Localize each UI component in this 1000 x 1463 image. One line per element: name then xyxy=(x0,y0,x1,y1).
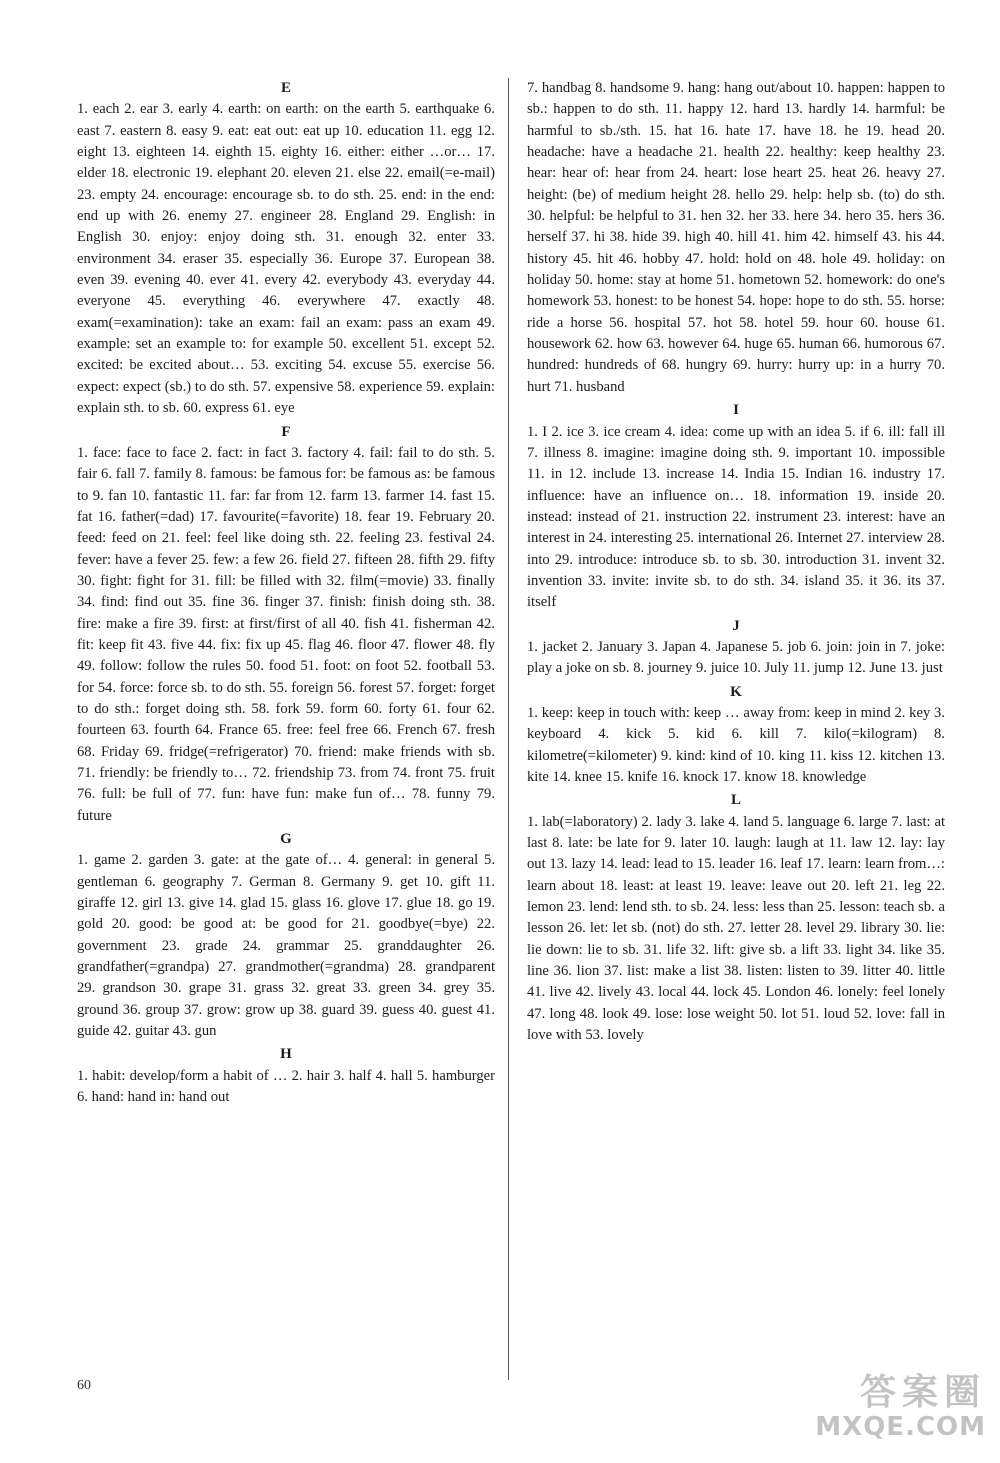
section-entries-f: 1. face: face to face 2. fact: in fact 3. factory 4. fail: fail to do sth. 5. fair 6. fall 7. family 8. famous: be famous for: be famous as: be famous to 9. fan 10. fantastic 11. far: far from 12. farm 13. farmer 14. fast 15. fat 16. father(=dad) 17. favourite(=favorite) 18. fear 19. February 20. feed: feed on 21. feel: feel like doing sth. 22. feeling 23. festival 24. fever: have a fever 25. few: a few 26. field 27. fifteen 28. fifth 29. fifty 30. fight: fight for 31. fill: be filled with 32. film(=movie) 33. finally 34. find: find out 35. fine 36. finger 37. finish: finish doing sth. 38. fire: make a fire 39. first: at first/first of all 40. fish 41. fisherman 42. fit: keep fit 43. five 44. fix: fix up 45. flag 46. floor 47. flower 48. fly 49. follow: follow the rules 50. food 51. foot: on foot 52. football 53. for 54. force: force sb. to do sth. 55. foreign 56. forest 57. forget: forget to do sth.: forget doing sth. 58. fork 59. form 60. forty 61. four 62. fourteen 63. fourth 64. France 65. free: feel free 66. French 67. fresh 68. Friday 69. fridge(=refrigerator) 70. friend: make friends with sb. 71. friendly: be friendly to… 72. friendship 73. from 74. front 75. fruit 76. full: be full of 77. fun: have fun: make fun of… 78. funny 79. future xyxy=(77,444,495,824)
section-entries-e: 1. each 2. ear 3. early 4. earth: on earth: on the earth 5. earthquake 6. east 7. eastern 8. easy 9. eat: eat out: eat up 10. education 11. egg 12. eight 13. eighteen 14. eighth 15. eighty 16. either: either …or… 17. elder 18. electronic 19. elephant 20. eleven 21. else 22. email(=e-mail) 23. empty 24. encourage: encourage sb. to do sth. 25. end: in the end: end up with 26. enemy 27. engineer 28. England 29. English: in English 30. enjoy: enjoy doing sth. 31. enough 32. enter 33. environment 34. eraser 35. especially 36. Europe 37. European 38. even 39. evening 40. ever 41. every 42. everybody 43. everyday 44. everyone 45. everything 46. everywhere 47. exactly 48. exam(=examination): take an exam: fail an exam: pass an exam 49. example: set an example to: for example 50. excellent 51. except 52. excited: be excited about… 53. exciting 54. excuse 55. exercise 56. expect: expect (sb.) to do sth. 57. expensive 58. experience 59. explain: explain sth. to sb. 60. express 61. eye xyxy=(77,101,495,417)
section-heading-h: H xyxy=(280,1046,292,1063)
watermark-logo xyxy=(786,1373,986,1445)
section-heading-k: K xyxy=(730,683,742,700)
section-entries-i: 1. I 2. ice 3. ice cream 4. idea: come up with an idea 5. if 6. ill: fall ill 7. illness 8. imagine: imagine doing sth. 9. important 10. impossible 11. in 12. include 13. increase 14. India 15. Indian 16. industry 17. influence: have an influence on… 18. information 19. inside 20. instead: instead of 21. instruction 22. instrument 23. interest: have an interest in 24. interesting 25. international 26. Internet 27. interview 28. into 29. introduce: introduce sb. to sb. 30. introduction 31. invent 32. invention 33. invite: invite sb. to do sth. 34. island 35. it 36. its 37. itself xyxy=(527,423,945,611)
section-heading-f: F xyxy=(281,423,291,440)
section-entries-g: 1. game 2. garden 3. gate: at the gate of… 4. general: in general 5. gentleman 6. geography 7. German 8. Germany 9. get 10. gift 11. giraffe 12. girl 13. give 14. glad 15. glass 16. glove 17. glue 18. go 19. gold 20. good: be good at: be good for 21. goodbye(=bye) 22. government 23. grade 24. grammar 25. granddaughter 26. grandfather(=grandpa) 27. grandmother(=grandma) 28. grandparent 29. grandson 30. grape 31. grass 32. great 33. green 34. grey 35. ground 36. group 37. grow: grow up 38. guard 39. guess 40. guest 41. guide 42. guitar 43. gun xyxy=(77,852,495,1040)
watermark-logo-text: 答案圈 xyxy=(859,1372,986,1413)
watermark-url: MXQE.COM xyxy=(815,1412,986,1442)
section-heading-j: J xyxy=(732,617,740,634)
section-entries-h-part1: 1. habit: develop/form a habit of … 2. hair 3. half 4. hall 5. hamburger 6. hand: hand in: hand out xyxy=(77,1067,495,1106)
section-entries-h-part2: 7. handbag 8. handsome 9. hang: hang out/about 10. happen: happen to sb.: happen to do sth. 11. happy 12. hard 13. hardly 14. harmful: be harmful to sb./sth. 15. hat 16. hate 17. have 18. he 19. head 20. headache: have a headache 21. health 22. healthy: keep healthy 23. hear: hear of: hear from 24. heart: lose heart 25. heat 26. heavy 27. height: (be) of medium height 28. hello 29. help: help sb. (to) do sth. 30. helpful: be helpful to 31. hen 32. her 33. here 34. hero 35. hers 36. herself 37. hi 38. hide 39. high 40. hill 41. him 42. himself 43. his 44. history 45. hit 46. hobby 47. hold: hold on 48. hole 49. holiday: on holiday 50. home: stay at home 51. hometown 52. homework: do one's homework 53. honest: to be honest 54. hope: hope to do sth. 55. horse: ride a horse 56. hospital 57. hot 58. hotel 59. hour 60. house 61. housework 62. how 63. however 64. huge 65. human 66. humorous 67. hundred: hundreds of 68. hungry 69. hurry: hurry up: in a hurry 70. hurt 71. husband xyxy=(527,80,945,395)
section-heading-i: I xyxy=(733,402,739,419)
left-column xyxy=(77,78,495,1109)
right-column xyxy=(527,78,945,1046)
section-entries-j: 1. jacket 2. January 3. Japan 4. Japanese 5. job 6. join: join in 7. joke: play a joke on sb. 8. journey 9. juice 10. July 11. jump 12. June 13. just xyxy=(527,638,945,677)
page-number: 60 xyxy=(77,1378,91,1393)
section-heading-e: E xyxy=(280,80,291,96)
section-heading-l: L xyxy=(730,792,741,809)
column-divider xyxy=(508,78,509,1380)
section-entries-l: 1. lab(=laboratory) 2. lady 3. lake 4. land 5. language 6. large 7. last: at last 8. late: be late for 9. later 10. laugh: laugh at 11. law 12. lay: lay out 13. lazy 14. lead: lead to 15. leader 16. leaf 17. learn: learn from…: learn about 18. least: at least 19. leave: leave out 20. left 21. leg 22. lemon 23. lend: lend sth. to sb. 24. less: less than 25. lesson: teach sb. a lesson 26. let: let sb. (not) do sth. 27. letter 28. level 29. library 30. lie: lie down: lie to sb. 31. life 32. lift: give sb. a lift 33. light 34. like 35. line 36. lion 37. list: make a list 38. listen: listen to 39. litter 40. little 41. live 42. lively 43. local 44. lock 45. London 46. lonely: feel lonely 47. long 48. look 49. lose: lose weight 50. lot 51. loud 52. love: fall in love with 53. lovely xyxy=(527,813,945,1044)
section-heading-g: G xyxy=(280,831,292,848)
section-entries-k: 1. keep: keep in touch with: keep … away from: keep in mind 2. key 3. keyboard 4. kick 5. kid 6. kill 7. kilo(=kilogram) 8. kilometre(=kilometer) 9. kind: kind of 10. king 11. kiss 12. kitchen 13. kite 14. knee 15. knife 16. knock 17. know 18. knowledge xyxy=(527,704,945,785)
